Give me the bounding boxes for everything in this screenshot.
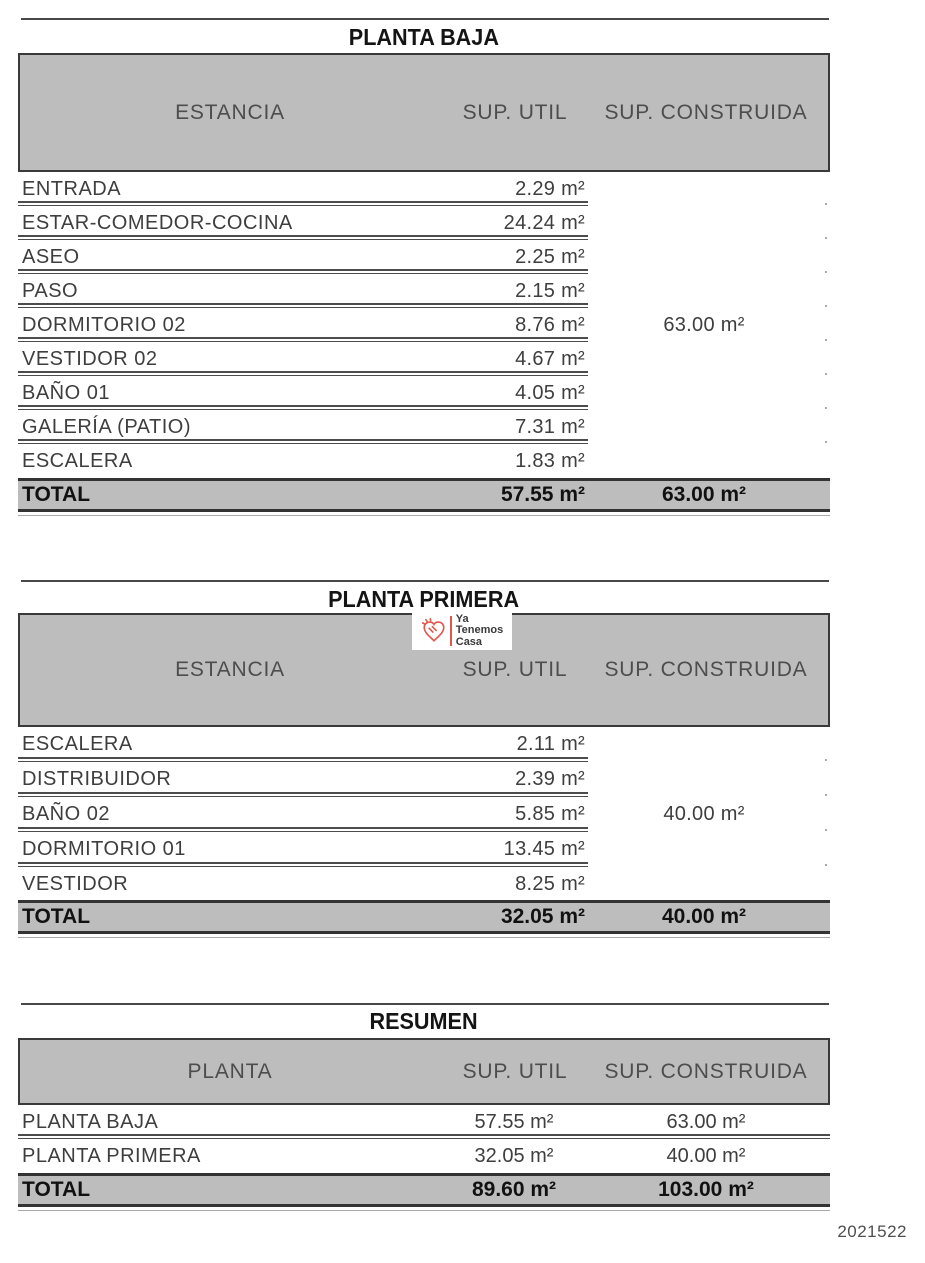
resumen-title: RESUMEN [369, 1008, 479, 1034]
total-label: TOTAL [22, 1178, 91, 1201]
floor-name: PLANTA PRIMERA [22, 1144, 201, 1167]
planta-baja-construida-value: 63.00 m² [663, 314, 745, 336]
table-row [18, 762, 830, 797]
room-name: ASEO [22, 245, 80, 268]
total-label: TOTAL [22, 905, 91, 928]
room-area: 24.24 m² [503, 211, 585, 234]
room-name: ESCALERA [22, 449, 133, 472]
handshake-heart-icon [421, 618, 447, 644]
table-row [18, 832, 830, 867]
total-util: 89.60 m² [471, 1178, 557, 1201]
room-area: 8.76 m² [515, 313, 585, 336]
floor-construida: 63.00 m² [666, 1110, 746, 1133]
room-name: VESTIDOR 02 [22, 347, 158, 370]
table-row [18, 342, 830, 376]
table-row [18, 206, 830, 240]
planta-baja-header-sup-construida: SUP. CONSTRUIDA [604, 100, 808, 124]
room-name: ENTRADA [22, 177, 122, 200]
planta-primera-rows [18, 727, 830, 902]
planta-baja-header-estancia: ESTANCIA [175, 100, 285, 124]
room-area: 4.05 m² [515, 381, 585, 404]
table-row [18, 1139, 830, 1173]
document-number: 2021522 [837, 1222, 907, 1241]
total-util: 32.05 m² [500, 905, 585, 928]
room-area: 2.11 m² [516, 733, 585, 755]
top-rule-planta-baja [21, 18, 829, 20]
total-label: TOTAL [22, 483, 91, 506]
total-underline [18, 515, 830, 516]
room-area: 2.39 m² [515, 768, 585, 790]
floor-util: 32.05 m² [474, 1144, 554, 1167]
total-underline [18, 937, 830, 938]
total-construida: 40.00 m² [661, 905, 747, 928]
floor-util: 57.55 m² [474, 1110, 554, 1133]
resumen-header-sup-util: SUP. UTIL [462, 1059, 568, 1083]
planta-primera-header-estancia: ESTANCIA [175, 658, 285, 681]
table-row [18, 1105, 830, 1139]
total-construida: 103.00 m² [658, 1178, 754, 1201]
room-area: 1.83 m² [515, 449, 585, 472]
planta-primera-construida-value: 40.00 m² [663, 803, 745, 825]
room-name: BAÑO 02 [22, 803, 110, 825]
ya-tenemos-casa-logo [412, 612, 512, 650]
planta-baja-title: PLANTA BAJA [348, 24, 500, 50]
table-row [18, 172, 830, 206]
room-area: 8.25 m² [515, 873, 585, 895]
planta-primera-total-row [18, 900, 830, 934]
table-row [18, 867, 830, 902]
room-name: ESTAR-COMEDOR-COCINA [22, 211, 293, 234]
logo-wordmark: Ya Tenemos Casa [455, 612, 504, 648]
table-row [18, 410, 830, 444]
room-name: DORMITORIO 01 [22, 838, 186, 860]
total-construida: 63.00 m² [661, 483, 747, 506]
resumen-total-row [18, 1173, 830, 1207]
room-name: PASO [22, 279, 79, 302]
floor-name: PLANTA BAJA [22, 1110, 159, 1133]
resumen-header-sup-construida: SUP. CONSTRUIDA [604, 1059, 808, 1083]
room-area: 5.85 m² [515, 803, 585, 825]
room-name: DISTRIBUIDOR [22, 768, 172, 790]
planta-primera-title: PLANTA PRIMERA [328, 586, 520, 612]
room-name: DORMITORIO 02 [22, 313, 186, 336]
planta-baja-header-sup-util: SUP. UTIL [462, 100, 568, 124]
room-name: VESTIDOR [22, 873, 129, 895]
table-row [18, 727, 830, 762]
top-rule-resumen [21, 1003, 829, 1005]
room-name: ESCALERA [22, 733, 133, 755]
room-area: 2.15 m² [515, 279, 585, 302]
room-area: 2.25 m² [515, 245, 585, 268]
room-name: GALERÍA (PATIO) [22, 415, 192, 438]
planta-primera-header-sup-util: SUP. UTIL [462, 658, 568, 681]
table-row [18, 376, 830, 410]
room-area: 4.67 m² [515, 347, 585, 370]
resumen-rows [18, 1105, 830, 1173]
room-name: BAÑO 01 [22, 381, 110, 404]
top-rule-planta-primera [21, 580, 829, 582]
logo-divider [450, 616, 452, 646]
planta-baja-header [18, 53, 830, 172]
table-row [18, 444, 830, 478]
planta-baja-total-row [18, 478, 830, 512]
total-util: 57.55 m² [500, 483, 585, 506]
room-area: 2.29 m² [515, 177, 585, 200]
resumen-header-planta: PLANTA [187, 1059, 273, 1083]
total-underline [18, 1210, 830, 1211]
room-area: 13.45 m² [503, 838, 585, 860]
table-row [18, 240, 830, 274]
resumen-header [18, 1038, 830, 1105]
room-area: 7.31 m² [515, 415, 585, 438]
planta-baja-rows [18, 172, 830, 478]
table-row [18, 274, 830, 308]
floor-construida: 40.00 m² [666, 1144, 746, 1167]
planta-primera-header-sup-construida: SUP. CONSTRUIDA [604, 658, 808, 681]
